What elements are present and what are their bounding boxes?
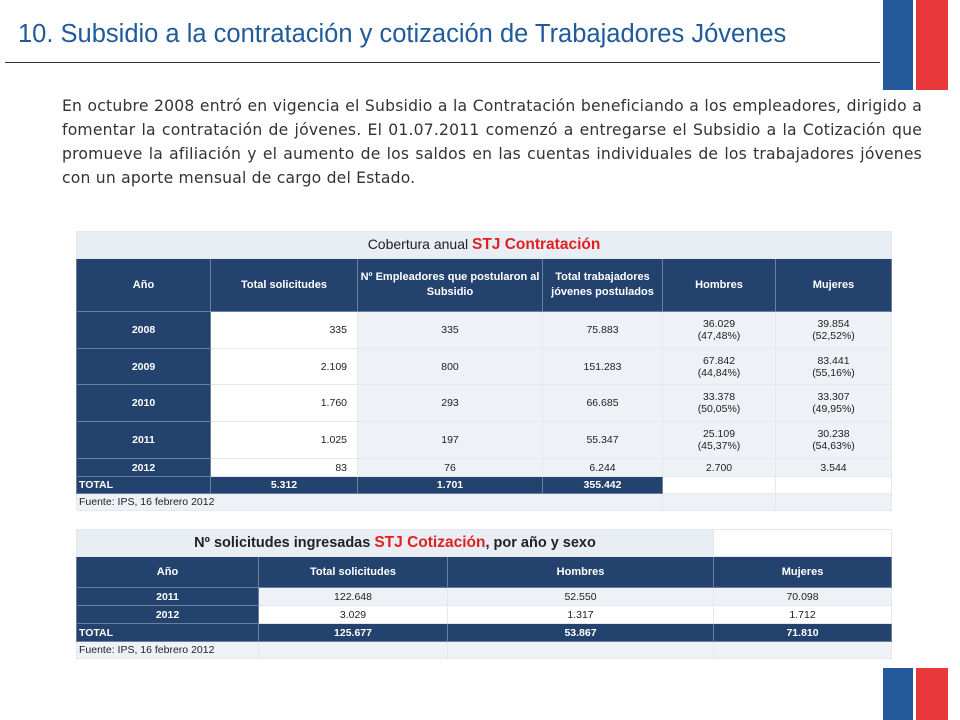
table-total-row: TOTAL 5.312 1.701 355.442 bbox=[77, 477, 892, 494]
table2-header: Año bbox=[77, 557, 259, 588]
table-row: 2010 1.760 293 66.685 33.378 (50,05%) 33.307 (49,95%) bbox=[77, 385, 892, 422]
table2-source: Fuente: IPS, 16 febrero 2012 bbox=[77, 642, 259, 659]
table2-source-row bbox=[77, 642, 892, 659]
title-divider bbox=[5, 62, 893, 63]
table-row: 2009 2.109 800 151.283 67.842 (44,84%) 83.441 (55,16%) bbox=[77, 349, 892, 385]
table-total-row: TOTAL 125.677 53.867 71.810 bbox=[77, 624, 892, 642]
table1-source: Fuente: IPS, 16 febrero 2012 bbox=[77, 494, 663, 511]
table-row: 2011 1.025 197 55.347 25.109 (45,37%) 30.238 (54,63%) bbox=[77, 422, 892, 459]
table-stj-contratacion bbox=[76, 231, 892, 511]
flag-logo-bottom bbox=[880, 668, 948, 720]
table-stj-cotizacion bbox=[76, 529, 892, 659]
table1-header: Mujeres bbox=[776, 259, 892, 312]
table1-source-row bbox=[77, 494, 892, 511]
intro-paragraph: En octubre 2008 entró en vigencia el Subsidio a la Contratación beneficiando a los empleadores, dirigido a fomentar la contratación de jóvenes. El 01.07.2011 comenzó a entregarse el Subsidio a la Cotización que promueve la afiliación y el aumento de los saldos en las cuentas individuales de los trabajadores jóvenes con un aporte mensual de cargo del Estado. bbox=[62, 97, 922, 187]
table-row: 2008 335 335 75.883 36.029 (47,48%) 39.854 (52,52%) bbox=[77, 312, 892, 349]
table-row: 2012 83 76 6.244 2.700 3.544 bbox=[77, 459, 892, 477]
table2-header: Total solicitudes bbox=[259, 557, 448, 588]
table2-header: Hombres bbox=[448, 557, 714, 588]
table1-header: Nº Empleadores que postularon al Subsidio bbox=[358, 259, 543, 312]
table-row: 2012 3.029 1.317 1.712 bbox=[77, 606, 892, 624]
flag-logo-top bbox=[880, 0, 948, 90]
table2-header: Mujeres bbox=[714, 557, 892, 588]
table1-header: Hombres bbox=[663, 259, 776, 312]
page-title: 10. Subsidio a la contratación y cotización de Trabajadores Jóvenes bbox=[18, 20, 787, 48]
table1-header: Total trabajadores jóvenes postulados bbox=[543, 259, 663, 312]
table-row: 2011 122.648 52.550 70.098 bbox=[77, 588, 892, 606]
table1-header: Año bbox=[77, 259, 211, 312]
table2-caption: Nº solicitudes ingresadas STJ Cotización, por año y sexo bbox=[77, 530, 714, 557]
table1-header: Total solicitudes bbox=[211, 259, 358, 312]
table1-caption: Cobertura anual STJ Contratación bbox=[77, 232, 892, 259]
